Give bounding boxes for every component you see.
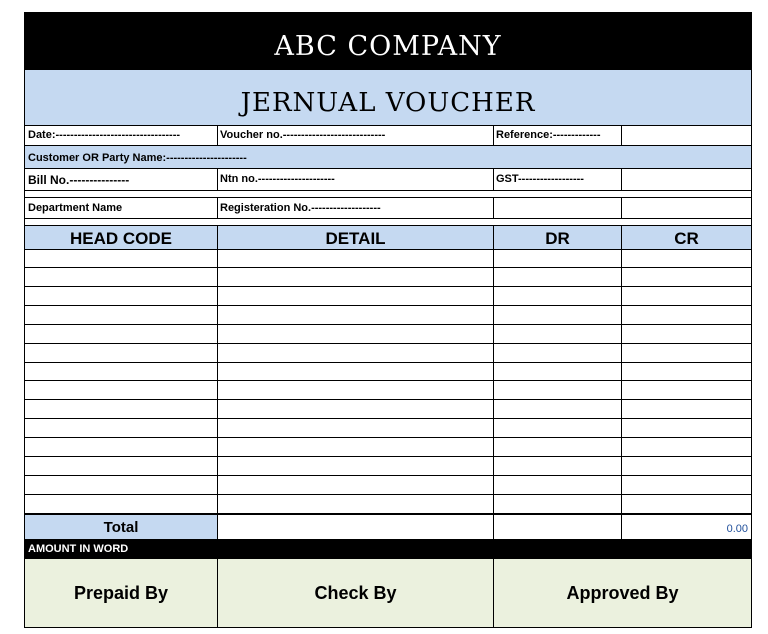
company-title: ABC COMPANY [25,13,751,70]
table-row[interactable] [25,476,751,495]
voucher-table-body [25,249,751,515]
rule [621,197,622,218]
table-row[interactable] [25,249,751,268]
col-cr: CR [674,229,699,248]
rule [493,125,494,145]
gst-field[interactable]: GST------------------ [496,173,584,185]
reference-field[interactable]: Reference:------------- [496,129,601,141]
col-detail: DETAIL [325,229,386,248]
rule [217,125,218,145]
table-row[interactable] [25,400,751,419]
voucher-title: JERNUAL VOUCHER [25,70,751,125]
rule [25,168,751,169]
table-row[interactable] [25,438,751,457]
table-row[interactable] [25,325,751,344]
total-label: Total [25,515,217,539]
rule [25,218,751,219]
date-field[interactable]: Date:---------------------------------- [28,129,181,141]
rule [25,197,751,198]
rule [25,125,751,126]
amount-in-word-bar: AMOUNT IN WORD [25,539,751,559]
table-row[interactable] [25,344,751,363]
col-head-code: HEAD CODE [69,229,172,248]
table-row[interactable] [25,495,751,514]
customer-field[interactable]: Customer OR Party Name:---------------------- [28,152,247,164]
rule [217,168,218,190]
approved-by-label: Approved By [566,583,679,603]
rule [217,225,218,559]
rule [621,168,622,190]
rule [217,197,218,218]
department-field[interactable]: Department Name [28,202,123,214]
rule [25,190,751,191]
ntn-no-field[interactable]: Ntn no.--------------------- [220,173,335,185]
journal-voucher-sheet [24,12,752,628]
voucher-no-field[interactable]: Voucher no.---------------------------- [220,129,386,141]
col-dr: DR [545,229,570,248]
rule [621,225,622,539]
rule [493,168,494,190]
table-row[interactable] [25,382,751,401]
total-cr-value: 0.00 [726,523,748,535]
table-row[interactable] [25,306,751,325]
table-row[interactable] [25,419,751,438]
table-row[interactable] [25,268,751,287]
bill-no-field[interactable]: Bill No.--------------- [28,173,130,187]
registration-field[interactable]: Registeration No.------------------- [220,202,381,214]
rule [621,125,622,145]
table-row[interactable] [25,287,751,306]
check-by-label: Check By [314,583,397,603]
prepaid-by-label: Prepaid By [73,583,169,603]
table-row[interactable] [25,363,751,382]
table-row[interactable] [25,457,751,476]
rule [493,225,494,539]
rule [493,197,494,218]
